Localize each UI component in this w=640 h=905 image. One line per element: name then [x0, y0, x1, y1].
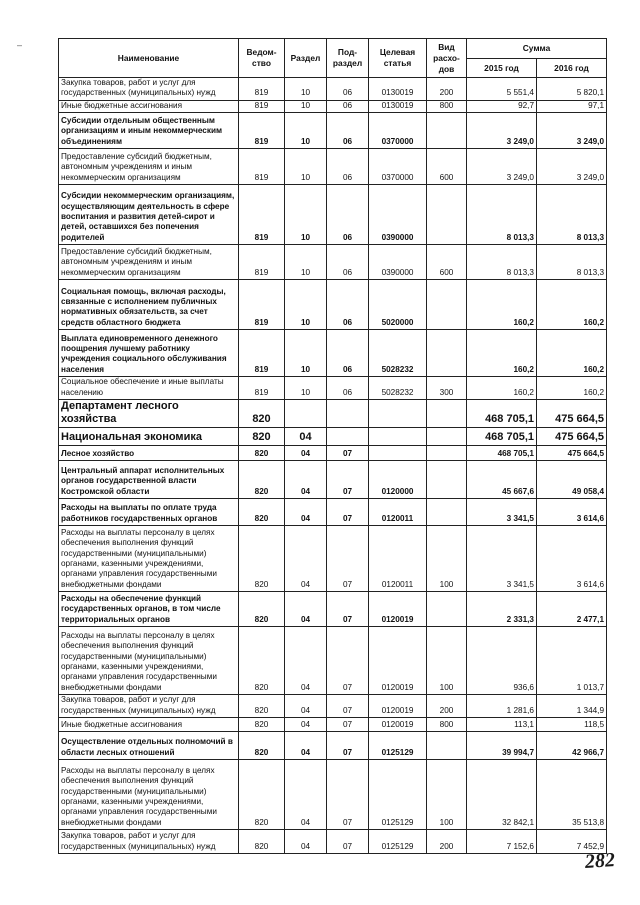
cell-vedomstvo: 819 [239, 100, 285, 112]
cell-razdel: 04 [285, 499, 327, 526]
cell-razdel: 04 [285, 695, 327, 718]
cell-vid: 100 [427, 627, 467, 695]
cell-name: Закупка товаров, работ и услуг для государственных (муниципальных) нужд [59, 78, 239, 101]
cell-statya [369, 400, 427, 428]
header-summa: Сумма [467, 39, 607, 59]
header-vedomstvo: Ведом-ство [239, 39, 285, 78]
cell-2016: 35 513,8 [537, 760, 607, 830]
cell-2016: 475 664,5 [537, 446, 607, 461]
table-row [59, 185, 607, 245]
cell-podrazdel: 07 [327, 830, 369, 854]
cell-podrazdel: 07 [327, 732, 369, 760]
cell-name: Осуществление отдельных полномочий в области лесных отношений [59, 732, 239, 760]
cell-2016: 97,1 [537, 100, 607, 112]
header-2016: 2016 год [537, 59, 607, 78]
cell-name: Закупка товаров, работ и услуг для государственных (муниципальных) нужд [59, 695, 239, 718]
cell-name: Субсидии отдельным общественным организациям и иным некоммерческим объединениям [59, 113, 239, 149]
cell-vedomstvo: 819 [239, 280, 285, 330]
cell-vedomstvo: 820 [239, 760, 285, 830]
cell-statya [369, 446, 427, 461]
cell-name: Иные бюджетные ассигнования [59, 100, 239, 112]
cell-vid: 600 [427, 245, 467, 280]
cell-name: Расходы на обеспечение функций государственных органов, в том числе территориальных органов [59, 592, 239, 627]
cell-vedomstvo: 819 [239, 377, 285, 400]
cell-vedomstvo: 820 [239, 446, 285, 461]
cell-razdel: 04 [285, 592, 327, 627]
cell-razdel: 10 [285, 185, 327, 245]
cell-name: Национальная экономика [59, 428, 239, 446]
page-number: 282 [584, 848, 616, 874]
cell-2016: 8 013,3 [537, 185, 607, 245]
cell-statya [369, 428, 427, 446]
cell-statya: 0120011 [369, 526, 427, 592]
cell-2016: 49 058,4 [537, 461, 607, 499]
cell-razdel: 04 [285, 718, 327, 732]
cell-2016: 3 614,6 [537, 526, 607, 592]
cell-name: Предоставление субсидий бюджетным, автономным учреждениям и иным некоммерческим организациям [59, 245, 239, 280]
cell-name: Выплата единовременного денежного поощрения лучшему работнику учреждения социального обслуживания населения [59, 330, 239, 377]
table-row [59, 830, 607, 854]
cell-2016: 118,5 [537, 718, 607, 732]
cell-2016: 3 249,0 [537, 149, 607, 185]
cell-vid [427, 461, 467, 499]
cell-vedomstvo: 820 [239, 428, 285, 446]
cell-statya: 0125129 [369, 830, 427, 854]
table-row [59, 446, 607, 461]
cell-2015: 113,1 [467, 718, 537, 732]
cell-2015: 160,2 [467, 330, 537, 377]
cell-2016: 1 344,9 [537, 695, 607, 718]
cell-2015: 8 013,3 [467, 245, 537, 280]
budget-table-page [58, 38, 606, 854]
cell-statya: 0125129 [369, 732, 427, 760]
cell-statya: 0390000 [369, 245, 427, 280]
margin-dash: – [17, 40, 23, 50]
cell-statya: 0120019 [369, 695, 427, 718]
cell-vedomstvo: 820 [239, 627, 285, 695]
cell-razdel: 04 [285, 461, 327, 499]
cell-name: Департамент лесного хозяйства [59, 400, 239, 428]
cell-name: Расходы на выплаты персоналу в целях обеспечения выполнения функций государственными (муниципальными) органами, казенными учреждениями, органами управления государственными внебюджетными фондами [59, 526, 239, 592]
cell-statya: 0120011 [369, 499, 427, 526]
cell-razdel: 04 [285, 526, 327, 592]
table-row [59, 718, 607, 732]
cell-vid [427, 185, 467, 245]
cell-podrazdel: 06 [327, 149, 369, 185]
cell-podrazdel: 06 [327, 330, 369, 377]
cell-2015: 7 152,6 [467, 830, 537, 854]
cell-name: Социальное обеспечение и иные выплаты населению [59, 377, 239, 400]
table-row [59, 377, 607, 400]
cell-2016: 475 664,5 [537, 400, 607, 428]
cell-statya: 5028232 [369, 330, 427, 377]
cell-vedomstvo: 819 [239, 113, 285, 149]
cell-razdel: 04 [285, 760, 327, 830]
cell-2015: 3 341,5 [467, 526, 537, 592]
cell-podrazdel: 06 [327, 78, 369, 101]
header-name: Наименование [59, 39, 239, 78]
cell-2015: 936,6 [467, 627, 537, 695]
cell-2016: 5 820,1 [537, 78, 607, 101]
cell-2015: 3 249,0 [467, 149, 537, 185]
cell-razdel: 10 [285, 245, 327, 280]
cell-razdel: 04 [285, 446, 327, 461]
cell-2015: 45 667,6 [467, 461, 537, 499]
cell-vedomstvo: 819 [239, 245, 285, 280]
cell-2015: 92,7 [467, 100, 537, 112]
cell-podrazdel: 07 [327, 499, 369, 526]
cell-2015: 3 249,0 [467, 113, 537, 149]
cell-vid: 800 [427, 100, 467, 112]
table-row [59, 245, 607, 280]
cell-podrazdel: 06 [327, 245, 369, 280]
cell-podrazdel: 07 [327, 760, 369, 830]
cell-podrazdel [327, 400, 369, 428]
cell-2016: 42 966,7 [537, 732, 607, 760]
table-row [59, 760, 607, 830]
cell-razdel: 10 [285, 100, 327, 112]
cell-razdel: 04 [285, 732, 327, 760]
cell-podrazdel: 07 [327, 592, 369, 627]
cell-podrazdel: 06 [327, 100, 369, 112]
cell-2015: 468 705,1 [467, 400, 537, 428]
cell-2016: 475 664,5 [537, 428, 607, 446]
cell-vedomstvo: 820 [239, 526, 285, 592]
cell-vid [427, 428, 467, 446]
cell-2016: 160,2 [537, 330, 607, 377]
cell-vid: 200 [427, 695, 467, 718]
cell-2016: 7 452,9 [537, 830, 607, 854]
table-row [59, 627, 607, 695]
cell-statya: 0125129 [369, 760, 427, 830]
table-row [59, 732, 607, 760]
cell-2015: 5 551,4 [467, 78, 537, 101]
cell-podrazdel: 07 [327, 627, 369, 695]
cell-statya: 0370000 [369, 113, 427, 149]
cell-vedomstvo: 820 [239, 732, 285, 760]
cell-statya: 0120000 [369, 461, 427, 499]
cell-vid: 600 [427, 149, 467, 185]
cell-vedomstvo: 820 [239, 718, 285, 732]
table-row [59, 526, 607, 592]
table-row [59, 400, 607, 428]
table-row [59, 78, 607, 101]
cell-name: Предоставление субсидий бюджетным, автономным учреждениям и иным некоммерческим организациям [59, 149, 239, 185]
cell-statya: 0390000 [369, 185, 427, 245]
cell-2016: 3 614,6 [537, 499, 607, 526]
table-row [59, 428, 607, 446]
cell-2015: 468 705,1 [467, 446, 537, 461]
cell-2015: 1 281,6 [467, 695, 537, 718]
header-statya: Целевая статья [369, 39, 427, 78]
cell-2015: 468 705,1 [467, 428, 537, 446]
cell-podrazdel: 07 [327, 446, 369, 461]
cell-vid [427, 330, 467, 377]
table-row [59, 461, 607, 499]
cell-name: Центральный аппарат исполнительных органов государственной власти Костромской области [59, 461, 239, 499]
cell-vedomstvo: 820 [239, 400, 285, 428]
table-row [59, 113, 607, 149]
cell-2015: 32 842,1 [467, 760, 537, 830]
cell-razdel: 04 [285, 428, 327, 446]
header-vid: Вид расхо-дов [427, 39, 467, 78]
cell-vedomstvo: 820 [239, 461, 285, 499]
cell-vedomstvo: 820 [239, 695, 285, 718]
cell-vedomstvo: 819 [239, 185, 285, 245]
cell-vid [427, 732, 467, 760]
cell-vedomstvo: 820 [239, 499, 285, 526]
table-row [59, 280, 607, 330]
cell-2016: 160,2 [537, 377, 607, 400]
cell-podrazdel: 06 [327, 377, 369, 400]
cell-name: Расходы на выплаты персоналу в целях обеспечения выполнения функций государственными (муниципальными) органами, казенными учреждениями, органами управления государственными внебюджетными фондами [59, 760, 239, 830]
cell-razdel: 10 [285, 113, 327, 149]
cell-2016: 2 477,1 [537, 592, 607, 627]
cell-name: Иные бюджетные ассигнования [59, 718, 239, 732]
cell-name: Субсидии некоммерческим организациям, осуществляющим деятельность в сфере воспитания и развития детей-сирот и детей, оставшихся без попечения родителей [59, 185, 239, 245]
cell-name: Социальная помощь, включая расходы, связанные с исполнением публичных нормативных обязательств, за счет средств областного бюджета [59, 280, 239, 330]
cell-razdel: 04 [285, 830, 327, 854]
table-row [59, 330, 607, 377]
cell-2015: 3 341,5 [467, 499, 537, 526]
cell-podrazdel: 06 [327, 113, 369, 149]
cell-vid [427, 400, 467, 428]
cell-podrazdel [327, 428, 369, 446]
cell-vedomstvo: 819 [239, 78, 285, 101]
cell-vedomstvo: 819 [239, 149, 285, 185]
table-row [59, 499, 607, 526]
cell-razdel: 10 [285, 330, 327, 377]
budget-table [58, 38, 607, 854]
cell-razdel: 10 [285, 149, 327, 185]
cell-razdel [285, 400, 327, 428]
cell-name: Лесное хозяйство [59, 446, 239, 461]
cell-2015: 8 013,3 [467, 185, 537, 245]
cell-statya: 0130019 [369, 78, 427, 101]
cell-vid [427, 280, 467, 330]
cell-2016: 160,2 [537, 280, 607, 330]
cell-vid [427, 499, 467, 526]
cell-podrazdel: 06 [327, 185, 369, 245]
cell-vedomstvo: 819 [239, 330, 285, 377]
cell-2015: 39 994,7 [467, 732, 537, 760]
cell-2015: 2 331,3 [467, 592, 537, 627]
cell-statya: 0120019 [369, 627, 427, 695]
cell-razdel: 04 [285, 627, 327, 695]
cell-2016: 1 013,7 [537, 627, 607, 695]
table-row [59, 592, 607, 627]
cell-vid [427, 113, 467, 149]
cell-name: Расходы на выплаты по оплате труда работников государственных органов [59, 499, 239, 526]
cell-2015: 160,2 [467, 280, 537, 330]
cell-statya: 0130019 [369, 100, 427, 112]
cell-podrazdel: 06 [327, 280, 369, 330]
cell-razdel: 10 [285, 78, 327, 101]
cell-2016: 8 013,3 [537, 245, 607, 280]
cell-podrazdel: 07 [327, 461, 369, 499]
header-razdel: Раздел [285, 39, 327, 78]
table-row [59, 149, 607, 185]
cell-vid: 200 [427, 830, 467, 854]
cell-vid: 300 [427, 377, 467, 400]
cell-vid: 200 [427, 78, 467, 101]
cell-statya: 0370000 [369, 149, 427, 185]
cell-vid: 100 [427, 526, 467, 592]
cell-statya: 5028232 [369, 377, 427, 400]
cell-vid [427, 592, 467, 627]
cell-podrazdel: 07 [327, 695, 369, 718]
cell-name: Расходы на выплаты персоналу в целях обеспечения выполнения функций государственными (муниципальными) органами, казенными учреждениями, органами управления государственными внебюджетными фондами [59, 627, 239, 695]
header-2015: 2015 год [467, 59, 537, 78]
cell-vedomstvo: 820 [239, 592, 285, 627]
table-body [59, 78, 607, 854]
header-podrazdel: Под-раздел [327, 39, 369, 78]
table-row [59, 100, 607, 112]
cell-2015: 160,2 [467, 377, 537, 400]
cell-2016: 3 249,0 [537, 113, 607, 149]
cell-vid: 800 [427, 718, 467, 732]
cell-statya: 5020000 [369, 280, 427, 330]
cell-razdel: 10 [285, 280, 327, 330]
cell-podrazdel: 07 [327, 526, 369, 592]
cell-vedomstvo: 820 [239, 830, 285, 854]
cell-vid [427, 446, 467, 461]
cell-name: Закупка товаров, работ и услуг для государственных (муниципальных) нужд [59, 830, 239, 854]
table-row [59, 695, 607, 718]
cell-statya: 0120019 [369, 592, 427, 627]
cell-razdel: 10 [285, 377, 327, 400]
cell-vid: 100 [427, 760, 467, 830]
cell-podrazdel: 07 [327, 718, 369, 732]
cell-statya: 0120019 [369, 718, 427, 732]
